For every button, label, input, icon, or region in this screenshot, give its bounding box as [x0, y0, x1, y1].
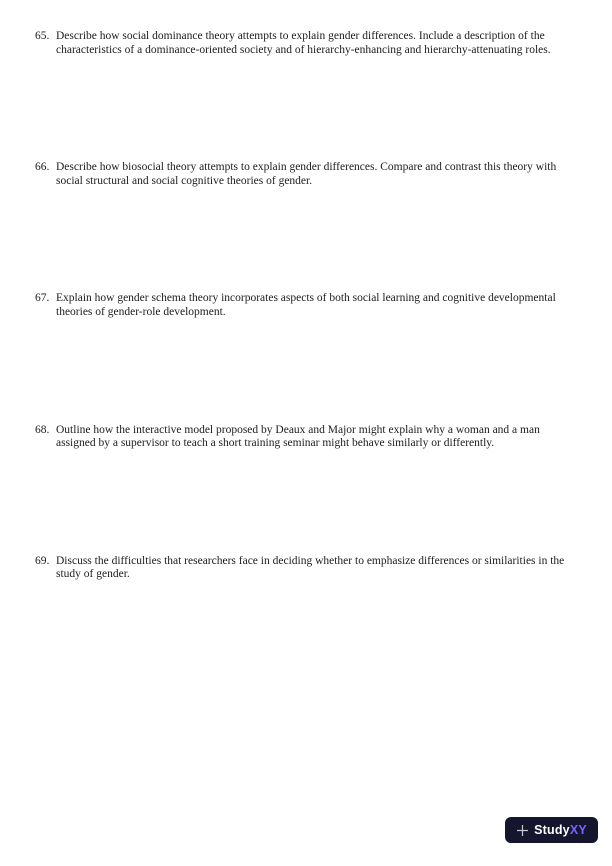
question-68: [35, 424, 578, 451]
question-text: Describe how social dominance theory attempts to explain gender differences. Include a description of the characteristics of a dominance-oriented society and of hierarchy-enhancing and hierarchy-attenuating roles.: [56, 30, 551, 56]
logo-text-accent: XY: [569, 823, 587, 837]
studyxy-logo-badge: [505, 817, 598, 843]
question-69: [35, 555, 578, 582]
question-number: 65.: [35, 30, 50, 42]
logo-text-primary: Study: [534, 823, 570, 837]
question-text: Explain how gender schema theory incorporates aspects of both social learning and cognitive developmental theories of gender-role development.: [56, 292, 556, 318]
logo-text: [534, 823, 587, 837]
question-65: [35, 30, 578, 57]
question-number: 68.: [35, 423, 50, 436]
question-66: [35, 161, 578, 188]
question-number: 67.: [35, 292, 50, 305]
question-number: 66.: [35, 161, 50, 174]
question-67: [35, 292, 578, 319]
plus-icon: [516, 824, 529, 837]
question-text: Outline how the interactive model proposed by Deaux and Major might explain why a woman and a man assigned by a supervisor to teach a short training seminar might behave similarly or differently.: [56, 423, 540, 450]
question-text: Describe how biosocial theory attempts to explain gender differences. Compare and contrast this theory with social structural and social cognitive theories of gender.: [56, 161, 557, 187]
question-number: 69.: [35, 554, 50, 567]
question-text: Discuss the difficulties that researchers face in deciding whether to emphasize differences or similarities in the study of gender.: [56, 554, 565, 581]
